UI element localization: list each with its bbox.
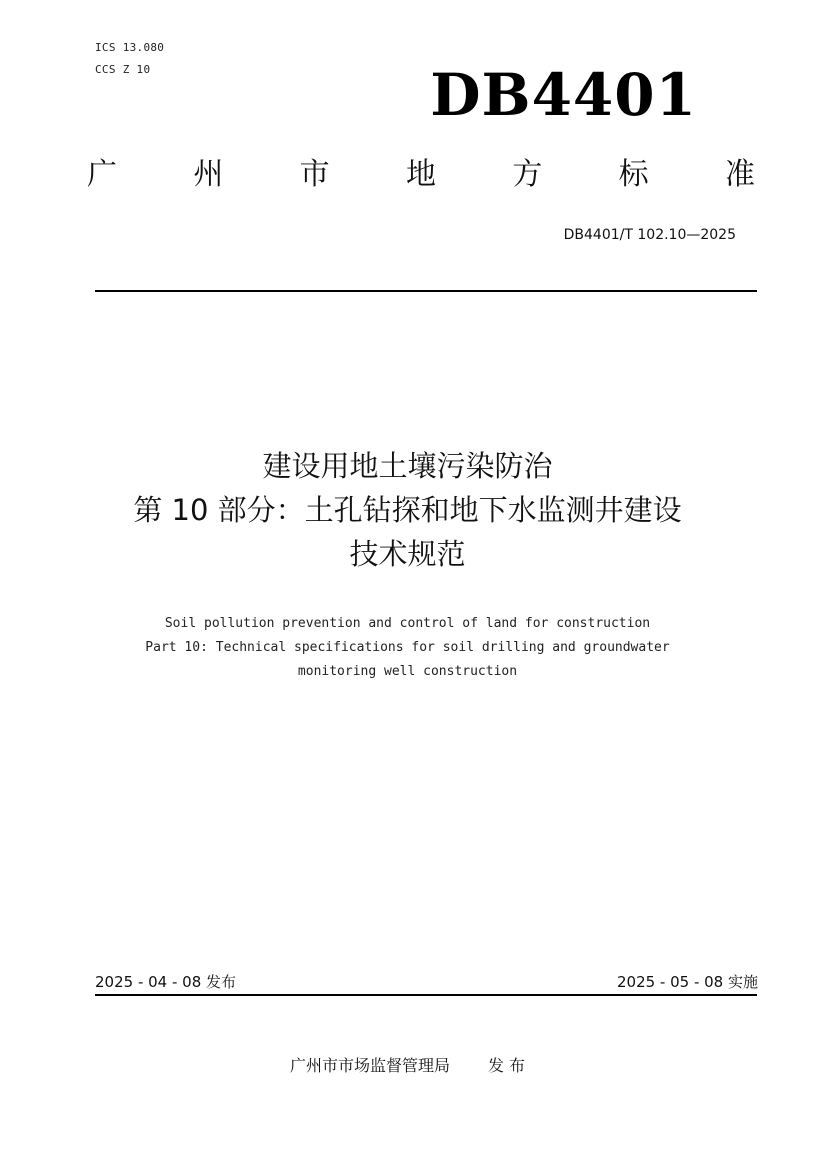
publisher-line [0,1053,815,1076]
english-title [40,612,775,684]
title-line-3: 技术规范 [349,537,466,571]
top-divider [95,290,757,292]
standard-type-heading [87,157,755,192]
standard-type-char: 市 [299,157,330,192]
english-title-line-1: Soil pollution prevention and control of land for construction [164,616,651,631]
issue-date: 2025 - 04 - 08 发布 [95,973,237,991]
standard-number: DB4401/T 102.10—2025 [563,227,736,243]
title-line-1: 建设用地土壤污染防治 [262,449,553,483]
ics-code: ICS 13.080 [95,41,165,54]
standard-type-char: 准 [724,157,755,192]
standard-type-char: 标 [618,157,649,192]
implementation-date: 2025 - 05 - 08 实施 [616,973,758,991]
english-title-line-3: monitoring well construction [297,664,518,679]
publish-action: 发 布 [487,1056,526,1075]
standard-type-char: 方 [512,157,543,192]
standard-type-char: 州 [193,157,224,192]
publisher-name: 广州市市场监督管理局 [289,1056,450,1075]
english-title-line-2: Part 10: Technical specifications for soil drilling and groundwater [145,640,670,655]
standard-type-char: 地 [405,157,436,192]
chinese-title [40,444,775,576]
standard-type-char: 广 [87,157,117,192]
title-line-2: 第 10 部分：土孔钻探和地下水监测井建设 [133,493,682,527]
standard-code-logo: DB4401 [430,61,697,129]
bottom-divider [95,994,757,996]
ccs-code: CCS Z 10 [95,63,151,76]
